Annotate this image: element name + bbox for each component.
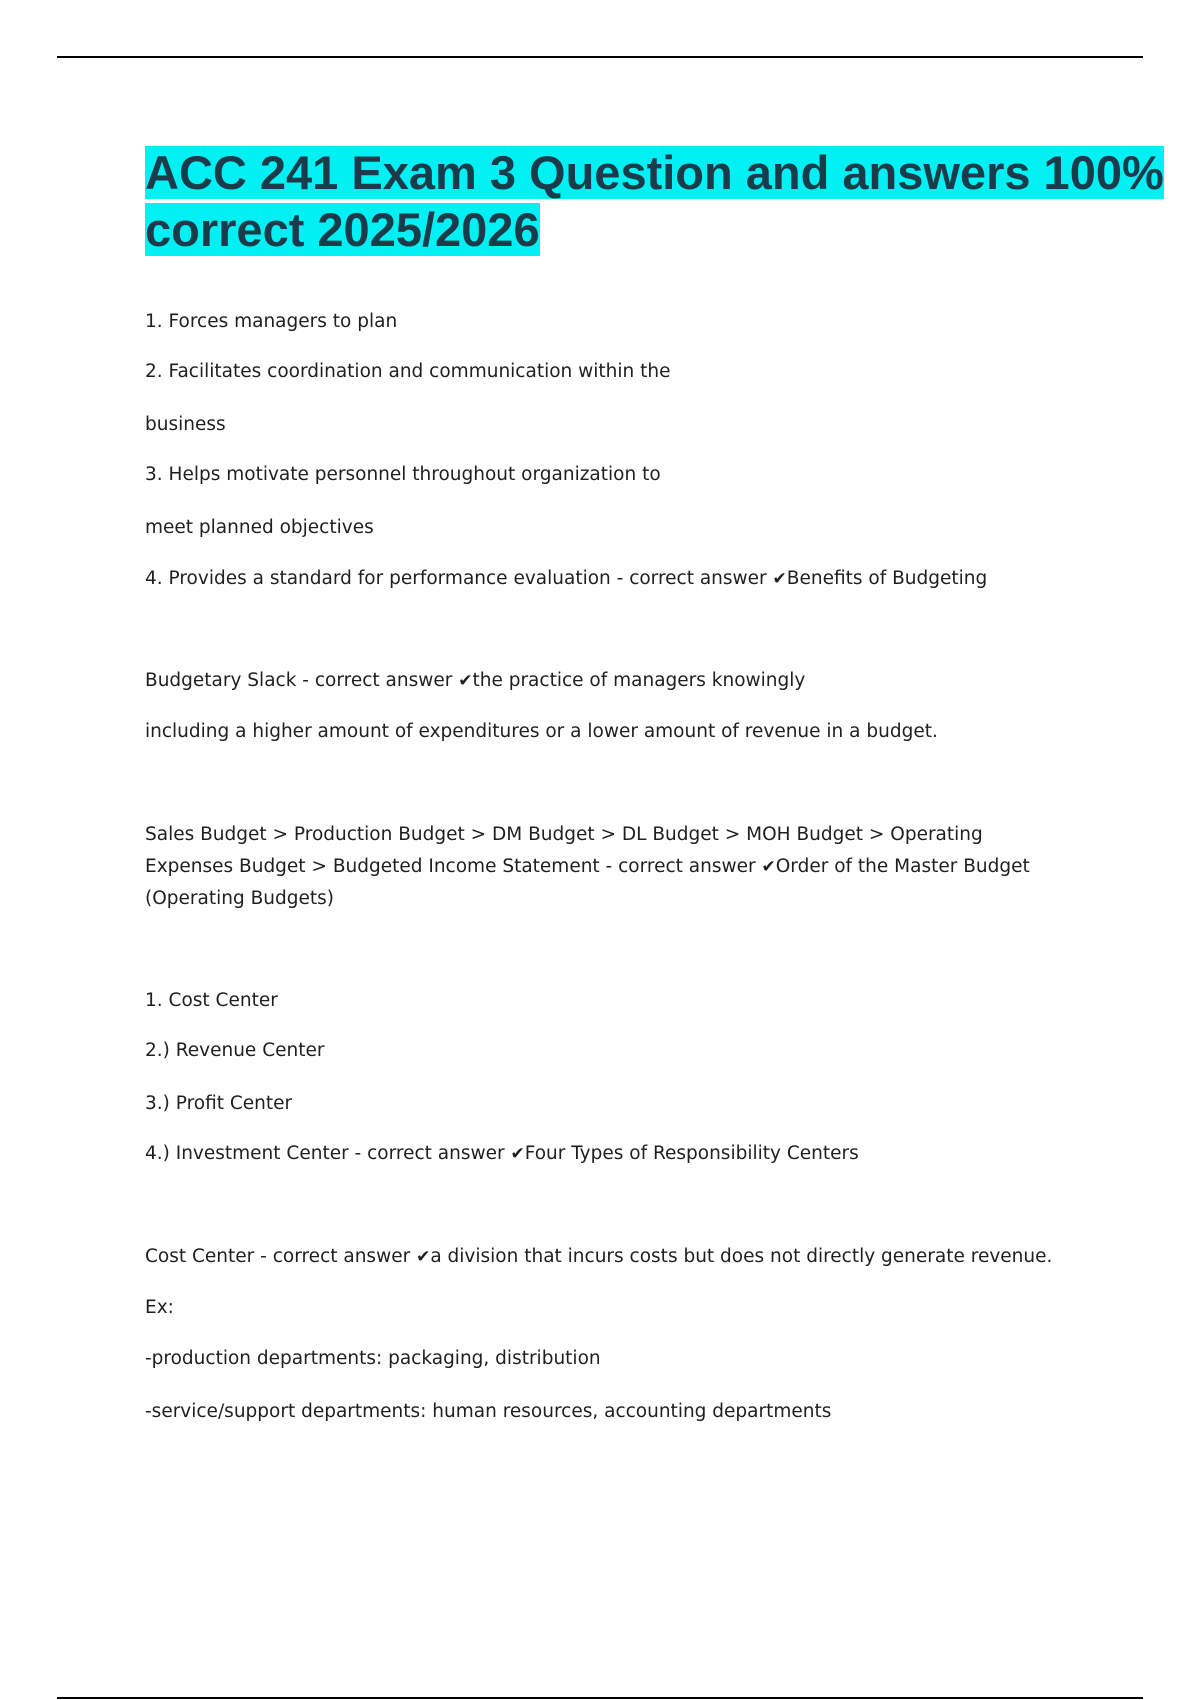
master-budget-order (145, 819, 1045, 915)
benefit-4-answer: Benefits of Budgeting (786, 568, 988, 589)
top-rule (57, 56, 1143, 58)
center-4-answer: Four Types of Responsibility Centers (524, 1143, 859, 1164)
example-label: Ex: (145, 1297, 174, 1318)
cost-center-answer: a division that incurs costs but does not directly generate revenue. (430, 1246, 1053, 1267)
cost-center (145, 1241, 1052, 1273)
budgetary-slack (145, 665, 805, 697)
bottom-rule (57, 1697, 1143, 1699)
center-3: 3.) Profit Center (145, 1093, 293, 1114)
budgetary-slack-question: Budgetary Slack - correct answer (145, 670, 459, 691)
check-mark-icon: ✔ (416, 1247, 431, 1267)
benefit-2-cont: business (145, 414, 226, 435)
cost-center-question: Cost Center - correct answer (145, 1246, 417, 1267)
example-service: -service/support departments: human resources, accounting departments (145, 1401, 832, 1422)
center-1: 1. Cost Center (145, 990, 278, 1011)
budgetary-slack-cont: including a higher amount of expenditures or a lower amount of revenue in a budget. (145, 721, 938, 742)
check-mark-icon: ✔ (761, 857, 776, 877)
master-budget-question: Sales Budget > Production Budget > DM Budget > DL Budget > MOH Budget > Operating Expenses Budget > Budgeted Income Statement - correct answer (145, 824, 983, 877)
benefit-4 (145, 563, 987, 595)
center-4 (145, 1138, 859, 1170)
benefit-3: 3. Helps motivate personnel throughout organization to (145, 464, 661, 485)
document-title (145, 144, 1200, 258)
check-mark-icon: ✔ (458, 671, 473, 691)
budgetary-slack-answer: the practice of managers knowingly (472, 670, 806, 691)
check-mark-icon: ✔ (510, 1144, 525, 1164)
benefit-3-cont: meet planned objectives (145, 517, 374, 538)
center-2: 2.) Revenue Center (145, 1040, 325, 1061)
benefit-1: 1. Forces managers to plan (145, 311, 398, 332)
check-mark-icon: ✔ (772, 569, 787, 589)
master-budget-answer: Order of the Master Budget (Operating Budgets) (145, 856, 1030, 909)
example-production: -production departments: packaging, distribution (145, 1348, 601, 1369)
center-4-question: 4.) Investment Center - correct answer (145, 1143, 511, 1164)
title-highlight: ACC 241 Exam 3 Question and answers 100% correct 2025/2026 (145, 146, 1164, 256)
benefit-2: 2. Facilitates coordination and communication within the (145, 361, 671, 382)
benefit-4-question: 4. Provides a standard for performance evaluation - correct answer (145, 568, 773, 589)
